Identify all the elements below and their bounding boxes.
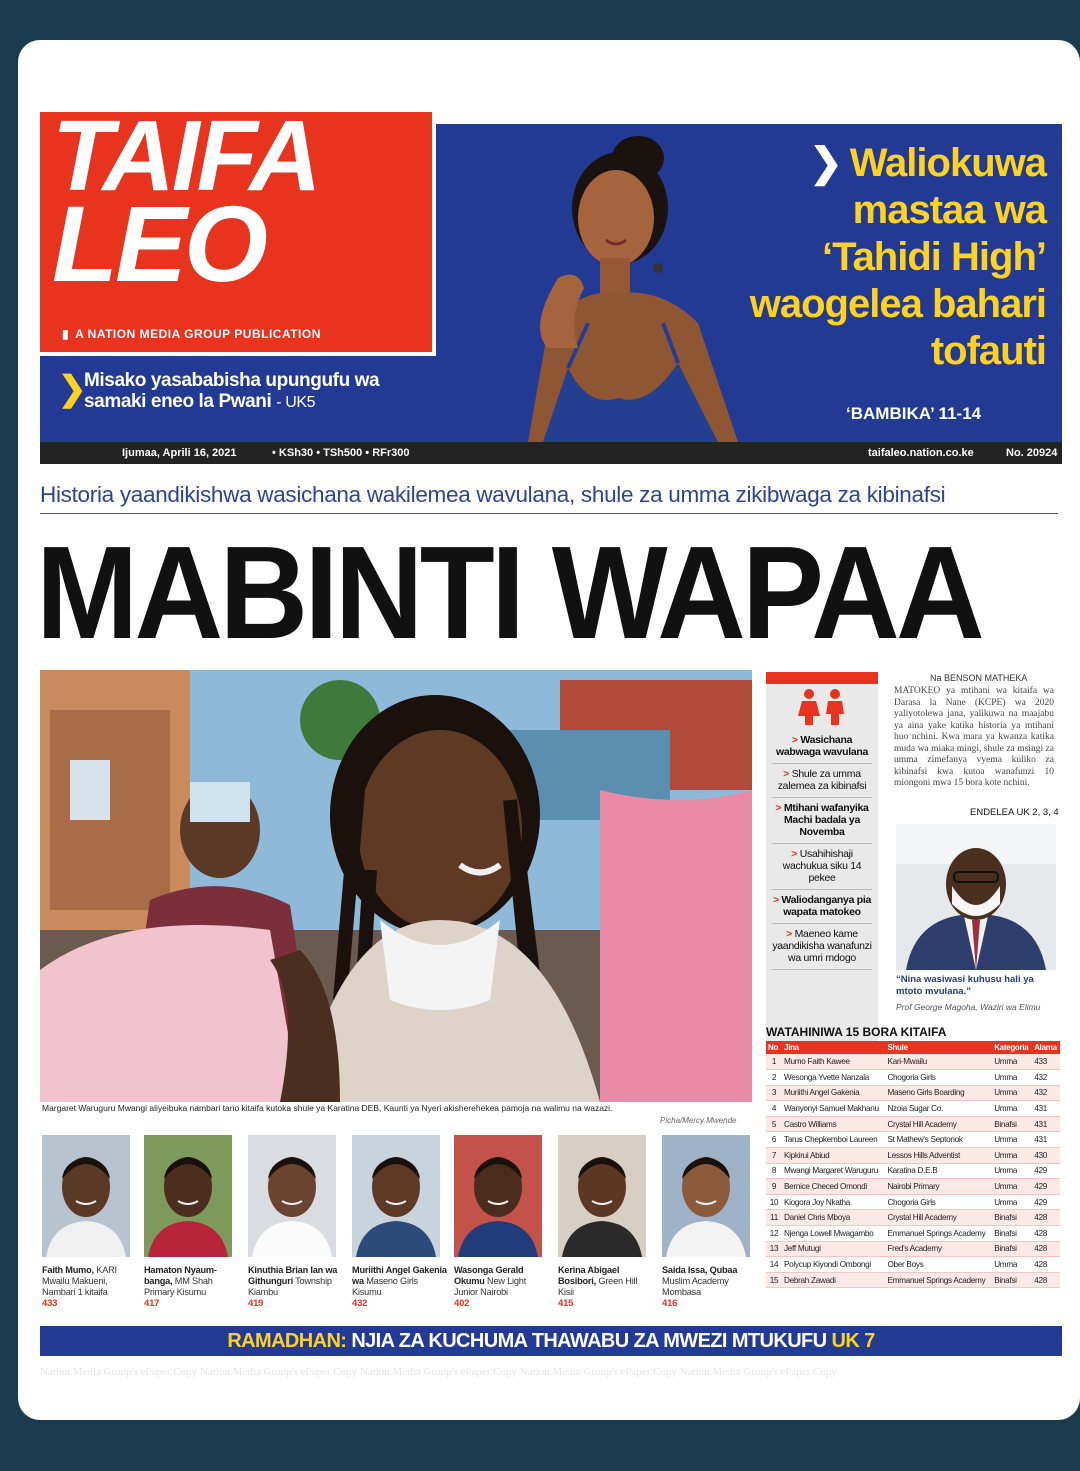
table-cell: Crystal Hill Academy — [885, 1116, 992, 1132]
table-header-cell: No — [766, 1041, 782, 1054]
table-cell: 7 — [766, 1148, 782, 1164]
student-name: Muriithi Angel Gakenia wa — [352, 1265, 447, 1286]
divider — [40, 513, 1058, 514]
table-row — [766, 1101, 1060, 1117]
student-score: 416 — [662, 1298, 678, 1309]
table-cell: Umma — [992, 1132, 1032, 1148]
dateline-bar — [40, 442, 1062, 464]
table-cell: Emmanuel Springs Academy — [885, 1226, 992, 1242]
table-cell: 428 — [1032, 1241, 1060, 1257]
student-card — [144, 1135, 240, 1309]
table-cell: Crystal Hill Academy — [885, 1210, 992, 1226]
byline: Na BENSON MATHEKA — [930, 673, 1028, 683]
chevron-right-icon: ❯ — [58, 370, 87, 408]
chevron-right-icon: > — [786, 928, 795, 940]
table-cell: 428 — [1032, 1210, 1060, 1226]
student-school: Green Hill Kisii — [558, 1276, 638, 1297]
table-cell: Binafsi — [992, 1210, 1032, 1226]
student-name: Hamaton Nyaum-banga, — [144, 1265, 217, 1286]
student-score: 417 — [144, 1298, 160, 1309]
student-portrait — [662, 1135, 750, 1257]
table-cell: 431 — [1032, 1116, 1060, 1132]
table-cell: 5 — [766, 1116, 782, 1132]
table-row — [766, 1226, 1060, 1242]
table-row — [766, 1179, 1060, 1195]
student-name: Kerina Abigael Bosibori, — [558, 1265, 620, 1286]
website-url[interactable]: taifaleo.nation.co.ke — [868, 447, 974, 459]
student-name: Wasonga Gerald Okumu — [454, 1265, 524, 1286]
table-header-cell: Jina — [782, 1041, 885, 1054]
table-cell: Maseno Girls Boarding — [885, 1085, 992, 1101]
table-cell: 432 — [1032, 1085, 1060, 1101]
student-card — [662, 1135, 758, 1309]
student-portrait — [42, 1135, 130, 1257]
table-cell: 430 — [1032, 1148, 1060, 1164]
table-row — [766, 1054, 1060, 1070]
table-cell: Binafsi — [992, 1226, 1032, 1242]
table-cell: Castro Williams — [782, 1116, 885, 1132]
cover-model-photo — [488, 118, 768, 442]
student-caption — [558, 1265, 654, 1309]
student-score: 433 — [42, 1298, 58, 1309]
main-photo — [40, 670, 752, 1102]
table-cell: Wanyonyi Samuel Makhanu — [782, 1101, 885, 1117]
minister-photo — [896, 824, 1056, 970]
table-cell: 429 — [1032, 1194, 1060, 1210]
student-card — [248, 1135, 344, 1309]
chevron-right-icon: > — [791, 848, 800, 860]
ranking-table — [766, 1041, 1060, 1288]
student-caption — [352, 1265, 448, 1309]
epaper-watermark: Nation Media Group's ePaper Copy Nation Media Group's ePaper Copy Nation Media Group's ePaper Copy Nation Media Group's ePaper Copy Nation Media Group's ePaper Copy — [40, 1366, 837, 1378]
table-cell: Kiogora Joy Nkatha — [782, 1194, 885, 1210]
table-cell: Binafsi — [992, 1272, 1032, 1288]
table-cell: Umma — [992, 1101, 1032, 1117]
table-cell: Umma — [992, 1257, 1032, 1273]
teaser-right[interactable]: ❯ Waliokuwa mastaa wa ‘Tahidi High’ waogelea bahari tofauti — [749, 141, 1046, 373]
chevron-right-icon: > — [791, 734, 801, 746]
highlight-text: Shule za umma zalemea za kibinafsi — [777, 768, 867, 792]
table-cell: 431 — [1032, 1101, 1060, 1117]
table-cell: 15 — [766, 1272, 782, 1288]
student-score: 432 — [352, 1298, 368, 1309]
table-cell: Nairobi Primary — [885, 1179, 992, 1195]
student-caption — [248, 1265, 344, 1309]
student-school: New Light Junior Nairobi — [454, 1276, 527, 1297]
table-cell: 432 — [1032, 1070, 1060, 1086]
student-school: KARI Mwailu Makueni, Nambari 1 kitaifa — [42, 1265, 117, 1297]
student-school: Maseno Girls Kisumu — [352, 1276, 418, 1297]
table-cell: Chogoria Girls — [885, 1070, 992, 1086]
quote-source: Prof George Magoha, Waziri wa Elimu — [896, 1002, 1041, 1012]
table-cell: Binafsi — [992, 1241, 1032, 1257]
student-score: 402 — [454, 1298, 470, 1309]
table-cell: Kari-Mwailu — [885, 1054, 992, 1070]
table-cell: Polycup Kiyondi Ombongi — [782, 1257, 885, 1273]
table-cell: Fred's Academy — [885, 1241, 992, 1257]
student-portrait — [248, 1135, 336, 1257]
table-cell: Jeff Mutugi — [782, 1241, 885, 1257]
table-cell: Emmanuel Springs Academy — [885, 1272, 992, 1288]
table-row — [766, 1194, 1060, 1210]
table-cell: Debrah Zawadi — [782, 1272, 885, 1288]
table-cell: Bernice Checed Omondi — [782, 1179, 885, 1195]
chevron-right-icon: > — [772, 894, 782, 906]
table-cell: 12 — [766, 1226, 782, 1242]
table-cell: 428 — [1032, 1272, 1060, 1288]
masthead-logo — [52, 100, 319, 304]
student-card — [42, 1135, 138, 1309]
story-body: MATOKEO ya mtihani wa kitaifa wa Darasa la Nane (KCPE) wa 2020 yaliyotolewa jana, yalikuwa na maajabu ya aina yake katika historia ya mtihani huo nchini. Kwa mara ya kwanza katika muda wa miaka mingi, shule za msingi za umma zimefanya vyema kuliko za kibinafsi kwa kutoa wanafunzi 10 miongoni mwa 15 bora kote nchini. — [894, 686, 1054, 788]
student-school: Township Kiambu — [248, 1276, 332, 1297]
student-caption — [144, 1265, 240, 1309]
table-cell: 428 — [1032, 1257, 1060, 1273]
table-cell: Binafsi — [992, 1116, 1032, 1132]
table-cell: 11 — [766, 1210, 782, 1226]
highlight-item — [772, 844, 872, 890]
teaser-left[interactable]: Misako yasababisha upungufu wa samaki eneo la Pwani - UK5 — [84, 370, 380, 412]
table-cell: Umma — [992, 1054, 1032, 1070]
student-school: Muslim Academy Mombasa — [662, 1276, 729, 1297]
table-row — [766, 1272, 1060, 1288]
table-cell: Muriithi Angel Gakenia — [782, 1085, 885, 1101]
student-portrait — [352, 1135, 440, 1257]
table-header-cell: Kategoria — [992, 1041, 1032, 1054]
table-row — [766, 1210, 1060, 1226]
table-cell: Umma — [992, 1194, 1032, 1210]
student-portrait — [558, 1135, 646, 1257]
table-row — [766, 1085, 1060, 1101]
student-score: 419 — [248, 1298, 264, 1309]
table-cell: Karatina D.E.B — [885, 1163, 992, 1179]
table-cell: Umma — [992, 1148, 1032, 1164]
chevron-right-icon: > — [783, 768, 792, 780]
table-cell: 1 — [766, 1054, 782, 1070]
table-cell: 6 — [766, 1132, 782, 1148]
table-cell: Umma — [992, 1179, 1032, 1195]
table-cell: Njenga Lowell Mwagambo — [782, 1226, 885, 1242]
table-cell: 2 — [766, 1070, 782, 1086]
student-card — [558, 1135, 654, 1309]
main-headline: MABINTI WAPAA — [36, 519, 981, 666]
table-cell: 14 — [766, 1257, 782, 1273]
table-cell: Nzoia Sugar Co. — [885, 1101, 992, 1117]
logo-line-1: TAIFA — [52, 100, 319, 212]
student-school: MM Shah Primary Kisumu — [144, 1276, 213, 1297]
highlight-item — [772, 890, 872, 924]
student-portrait — [454, 1135, 542, 1257]
highlight-text: Usahihishaji wachukua siku 14 pekee — [782, 848, 862, 884]
highlight-text: Mtihani wafanyika Machi badala ya Novemba — [783, 802, 869, 838]
photo-caption: Margaret Waruguru Mwangi aliyeibuka nambari tano kitaifa kutoka shule ya Karatina DEB, Kaunti ya Nyeri akisherehekea pamoja na walimu na wazazi. — [42, 1103, 613, 1113]
table-row — [766, 1070, 1060, 1086]
table-cell: 429 — [1032, 1163, 1060, 1179]
table-cell: 8 — [766, 1163, 782, 1179]
student-caption — [42, 1265, 138, 1309]
table-cell: 433 — [1032, 1054, 1060, 1070]
publisher-tagline: ▮ A NATION MEDIA GROUP PUBLICATION — [62, 327, 321, 341]
table-row — [766, 1163, 1060, 1179]
table-header-cell: Shule — [885, 1041, 992, 1054]
table-cell: 13 — [766, 1241, 782, 1257]
student-name: Saida Issa, Qubaa — [662, 1265, 738, 1275]
newspaper-page — [18, 40, 1080, 1420]
headline-kicker: Historia yaandikishwa wasichana wakilemea wavulana, shule za umma zikibwaga za kibinafsi — [40, 482, 946, 507]
photo-credit: Picha/Mercy Mwende — [660, 1116, 737, 1125]
table-row — [766, 1257, 1060, 1273]
highlight-text: Maeneo kame yaandikisha wanafunzi wa umri mdogo — [772, 928, 872, 964]
highlights-list — [772, 730, 872, 970]
issue-number: No. 20924 — [1006, 447, 1058, 459]
table-cell: 3 — [766, 1085, 782, 1101]
table-cell: 429 — [1032, 1179, 1060, 1195]
table-cell: 428 — [1032, 1226, 1060, 1242]
chevron-right-icon: > — [775, 802, 784, 814]
student-score: 415 — [558, 1298, 574, 1309]
highlight-item — [772, 924, 872, 970]
table-cell: Ober Boys — [885, 1257, 992, 1273]
table-cell: 10 — [766, 1194, 782, 1210]
logo-line-2: LEO — [52, 183, 266, 304]
table-cell: St Mathew's Septonok — [885, 1132, 992, 1148]
minister-quote: “Nina wasiwasi kuhusu hali ya mtoto mvulana.” — [896, 974, 1034, 997]
table-cell: Umma — [992, 1163, 1032, 1179]
table-header-cell: Alama — [1032, 1041, 1060, 1054]
girl-boy-icon — [792, 688, 852, 726]
table-row — [766, 1132, 1060, 1148]
cover-prices: • KSh30 • TSh500 • RFr300 — [272, 447, 410, 459]
ranking-table-title: WATAHINIWA 15 BORA KITAIFA — [766, 1025, 947, 1039]
highlight-text: Waliodanganya pia wapata matokeo — [781, 894, 872, 918]
highlights-sidebar — [766, 672, 878, 1042]
table-cell: 9 — [766, 1179, 782, 1195]
table-cell: Wesonga Yvette Nanzala — [782, 1070, 885, 1086]
table-row — [766, 1241, 1060, 1257]
table-cell: Mumo Faith Kawee — [782, 1054, 885, 1070]
highlight-item — [772, 764, 872, 798]
issue-date: Ijumaa, Aprili 16, 2021 — [122, 447, 237, 459]
student-caption — [454, 1265, 550, 1309]
highlight-text: Wasichana wabwaga wavulana — [775, 734, 869, 758]
table-row — [766, 1148, 1060, 1164]
table-cell: Kipkirui Abiud — [782, 1148, 885, 1164]
highlight-item — [772, 798, 872, 844]
table-cell: Umma — [992, 1085, 1032, 1101]
table-cell: 431 — [1032, 1132, 1060, 1148]
table-cell: Umma — [992, 1070, 1032, 1086]
ramadhan-banner[interactable]: RAMADHAN: NJIA ZA KUCHUMA THAWABU ZA MWEZI MTUKUFU UK 7 — [40, 1326, 1062, 1356]
table-cell: Lessos Hills Adventist — [885, 1148, 992, 1164]
student-card — [352, 1135, 448, 1309]
table-row — [766, 1116, 1060, 1132]
student-name: Kinuthia Brian Ian wa Githunguri — [248, 1265, 338, 1286]
continue-link[interactable]: ENDELEA UK 2, 3, 4 — [970, 807, 1059, 818]
student-caption — [662, 1265, 758, 1309]
student-name: Faith Mumo, — [42, 1265, 94, 1275]
table-cell: Chogoria Girls — [885, 1194, 992, 1210]
table-cell: Tarus Chepkemboi Laureen — [782, 1132, 885, 1148]
highlight-item — [772, 730, 872, 764]
table-cell: Daniel Chris Mboya — [782, 1210, 885, 1226]
teaser-right-page: ‘BAMBIKA’ 11-14 — [846, 404, 982, 423]
table-cell: 4 — [766, 1101, 782, 1117]
table-cell: Mwangi Margaret Waruguru — [782, 1163, 885, 1179]
student-card — [454, 1135, 550, 1309]
student-portrait — [144, 1135, 232, 1257]
